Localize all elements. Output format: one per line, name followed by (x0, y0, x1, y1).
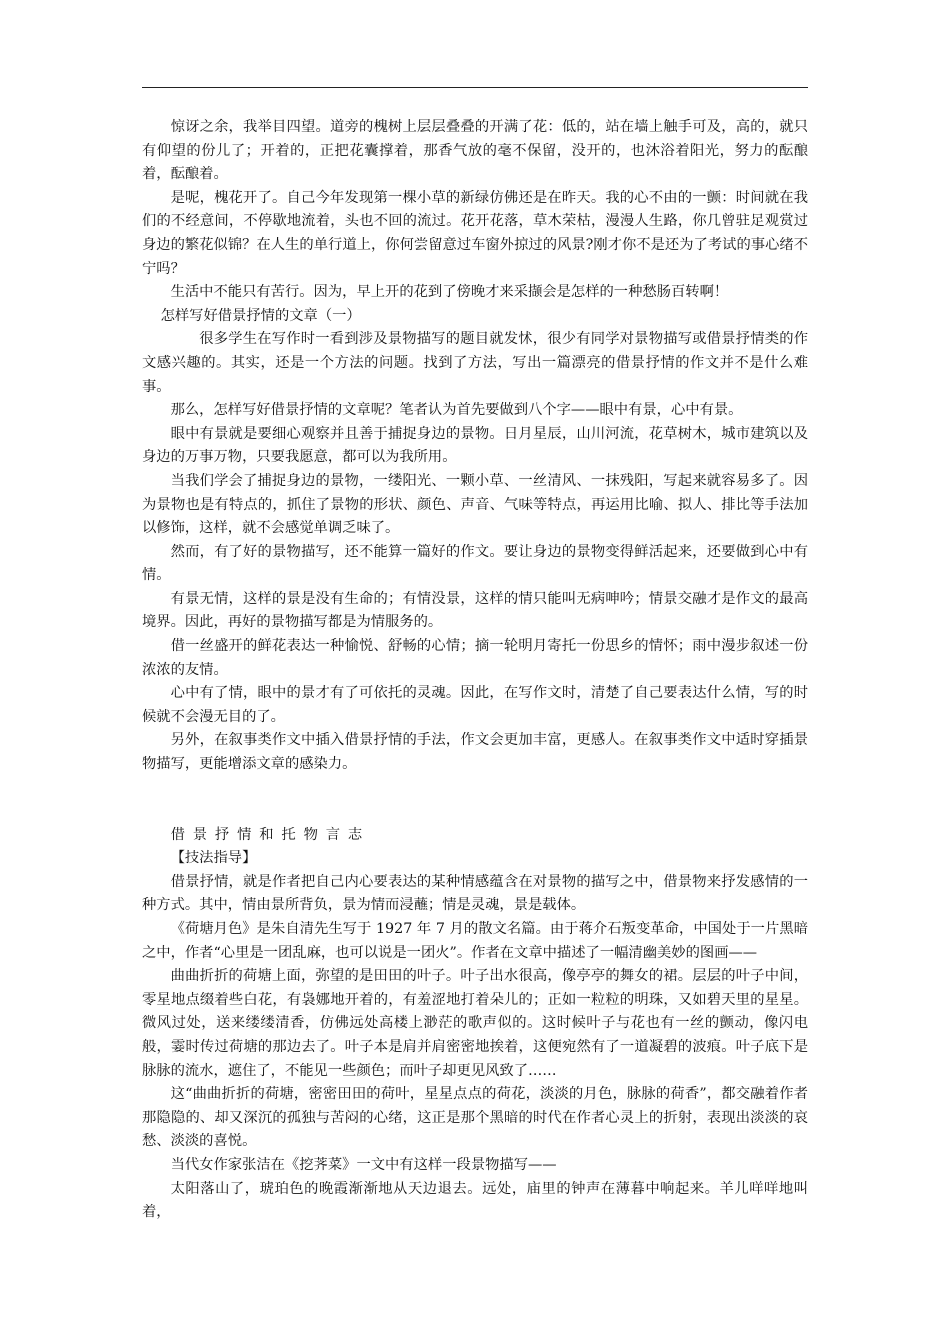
section-spacer (142, 777, 808, 824)
paragraph: 《荷塘月色》是朱自清先生写于 1927 年 7 月的散文名篇。由于蒋介石叛变革命，中国处于一片黑暗之中，作者“心里是一团乱麻，也可以说是一团火”。作者在文章中描述了一幅清幽美妙的图画—— (142, 921, 808, 961)
paragraph: 那么，怎样写好借景抒情的文章呢？笔者认为首先要做到八个字——眼中有景，心中有景。 (170, 402, 743, 419)
paragraph: 另外，在叙事类作文中插入借景抒情的手法，作文会更加丰富，更感人。在叙事类作文中适时穿插景物描写，更能增添文章的感染力。 (142, 732, 808, 773)
section-lead-paragraph: 很多学生在写作时一看到涉及景物描写的题目就发怵，很少有同学对景物描写或借景抒情类的作文感兴趣的。其实，还是一个方法的问题。找到了方法，写出一篇漂亮的借景抒情的作文并不是什么难事。 (142, 331, 808, 395)
quoted-passage: 曲曲折折的荷塘上面，弥望的是田田的叶子。叶子出水很高，像亭亭的舞女的裙。层层的叶子中间，零星地点缀着些白花，有袅娜地开着的，有羞涩地打着朵儿的；正如一粒粒的明珠，又如碧天里的星星。微风过处，送来缕缕清香，仿佛远处高楼上渺茫的歌声似的。这时候叶子与花也有一丝的颤动，像闪电般，霎时传过荷塘的那边去了。叶子本是肩并肩密密地挨着，这便宛然有了一道凝碧的波痕。叶子底下是脉脉的流水，遮住了，不能见一些颜色；而叶子却更见风致了…… (142, 968, 808, 1079)
paragraph: 然而，有了好的景物描写，还不能算一篇好的作文。要让身边的景物变得鲜活起来，还要做到心中有情。 (142, 543, 808, 584)
paragraph: 生活中不能只有苦行。因为，早上开的花到了傍晚才来采撷会是怎样的一种愁肠百转啊！ (170, 284, 729, 301)
paragraph: 借一丝盛开的鲜花表达一种愉悦、舒畅的心情；摘一轮明月寄托一份思乡的情怀；雨中漫步叙述一份浓浓的友情。 (142, 638, 808, 678)
paragraph: 是呢，槐花开了。自己今年发现第一棵小草的新绿仿佛还是在昨天。我的心不由的一颤：时间就在我们的不经意间，不停歇地流着，头也不回的流过。花开花落，草木荣枯，漫漫人生路，你几曾驻足观赏过身边的繁花似锦？在人生的单行道上，你何尝留意过车窗外掠过的风景?刚才你不是还为了考试的事心绪不宁吗？ (142, 189, 808, 277)
quoted-passage: 太阳落山了，琥珀色的晚霞渐渐地从天边退去。远处，庙里的钟声在薄暮中响起来。羊儿咩咩地叫着， (142, 1180, 808, 1221)
paragraph: 当我们学会了捕捉身边的景物，一缕阳光、一颗小草、一丝清风、一抹残阳，写起来就容易多了。因为景物也是有特点的，抓住了景物的形状、颜色、声音、气味等特点，再运用比喻、拟人、排比等手法加以修饰，这样，就不会感觉单调乏味了。 (142, 472, 808, 537)
paragraph: 惊讶之余，我举目四望。道旁的槐树上层层叠叠的开满了花：低的，站在墙上触手可及，高的，就只有仰望的份儿了；开着的，正把花囊撑着，那香气放的毫不保留，没开的，也沐浴着阳光，努力的酝酿着，酝酿着。 (142, 119, 808, 183)
header-rule (142, 87, 808, 88)
section-title: 借景抒情和托物言志 (170, 826, 371, 843)
section-subheading: 【技法指导】 (170, 850, 257, 867)
paragraph: 借景抒情，就是作者把自己内心要表达的某种情感蕴含在对景物的描写之中，借景物来抒发感情的一种方式。其中，情由景所背负，景为情而浸蘸；情是灵魂，景是载体。 (142, 873, 808, 914)
paragraph: 眼中有景就是要细心观察并且善于捕捉身边的景物。日月星辰，山川河流，花草树木，城市建筑以及身边的万事万物，只要我愿意，都可以为我所用。 (142, 425, 808, 466)
document-body (142, 116, 808, 1225)
paragraph: 有景无情，这样的景是没有生命的；有情没景，这样的情只能叫无病呻吟；情景交融才是作文的最高境界。因此，再好的景物描写都是为情服务的。 (142, 590, 808, 631)
paragraph: 当代女作家张洁在《挖荠菜》一文中有这样一段景物描写—— (170, 1156, 557, 1173)
paragraph: 心中有了情，眼中的景才有了可依托的灵魂。因此，在写作文时，清楚了自己要表达什么情，写的时候就不会漫无目的了。 (142, 685, 808, 725)
section-title: 怎样写好借景抒情的文章（一） (160, 307, 361, 324)
paragraph: 这“曲曲折折的荷塘，密密田田的荷叶，星星点点的荷花，淡淡的月色，脉脉的荷香”，都交融着作者那隐隐的、却又深沉的孤独与苦闷的心绪，这正是那个黑暗的时代在作者心灵上的折射，表现出淡淡的哀愁、淡淡的喜悦。 (142, 1086, 808, 1150)
